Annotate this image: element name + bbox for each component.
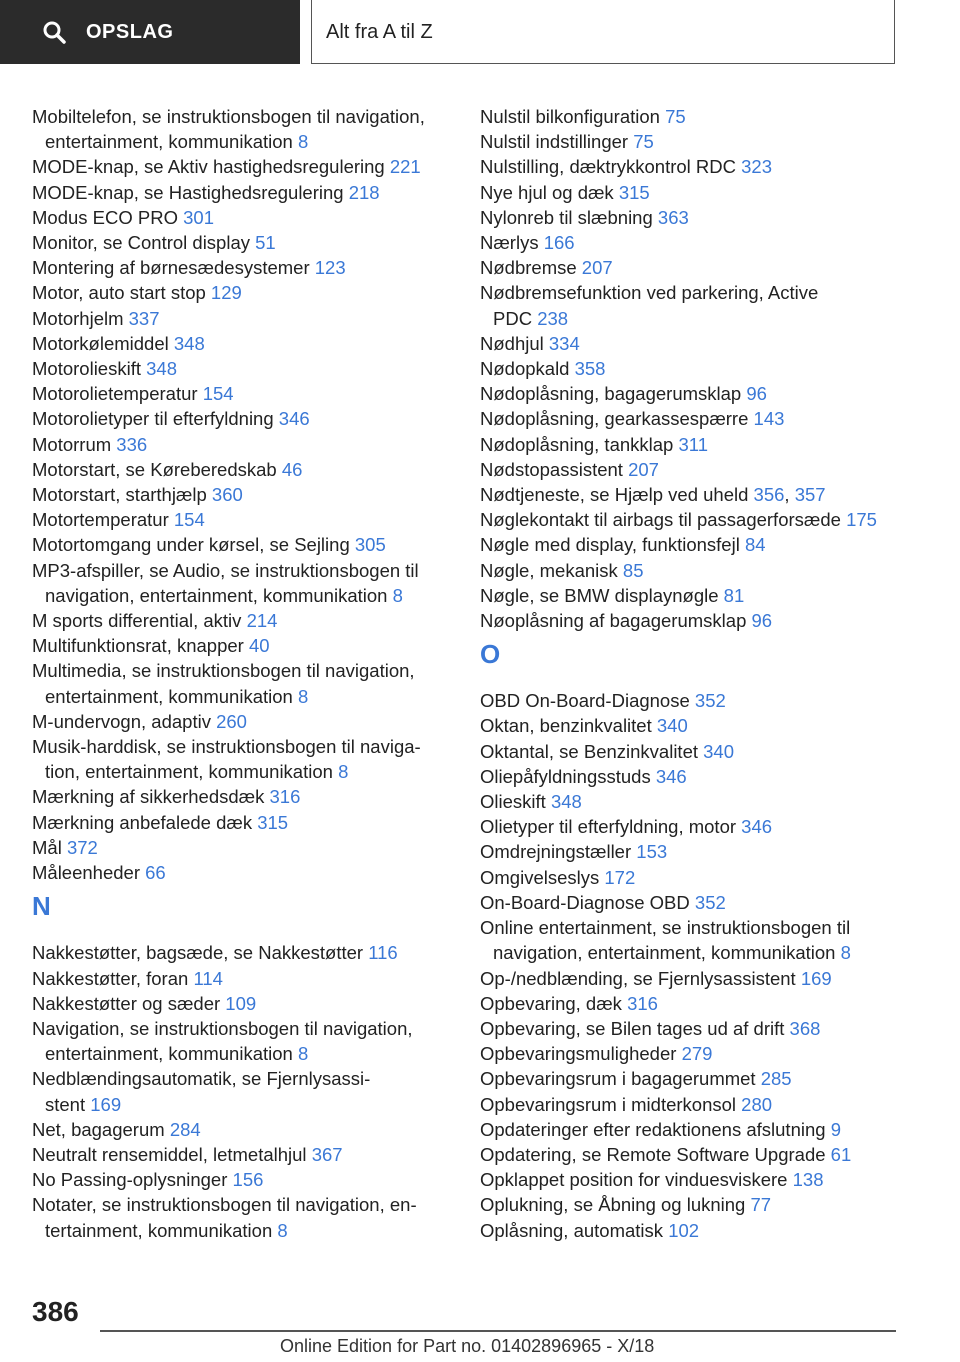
index-entry: [32, 658, 452, 708]
index-entry: [480, 356, 920, 381]
index-entry: [480, 280, 920, 330]
entry-text: Nærlys: [480, 232, 544, 254]
index-entry: [480, 1041, 920, 1066]
footer-divider: [100, 1330, 896, 1332]
page-link[interactable]: 305: [354, 534, 386, 556]
page-link[interactable]: 260: [216, 710, 247, 732]
search-tab[interactable]: [0, 0, 300, 64]
index-entry: [32, 356, 452, 381]
index-entry: [480, 558, 920, 583]
index-entry: [32, 482, 452, 507]
entry-text: Nøglekontakt til airbags til passagerforsæde: [480, 509, 847, 531]
index-entry: Nødtjeneste, se Hjælp ved uheld 356, 357: [480, 484, 826, 506]
page-link[interactable]: 75: [665, 106, 686, 127]
page-link[interactable]: 346: [278, 408, 310, 430]
entry-text: Mobiltelefon, se instruktionsbogen til navigation,: [32, 106, 425, 127]
entry-text: Nødhjul: [480, 332, 549, 354]
page-link[interactable]: 334: [548, 332, 580, 354]
page-link[interactable]: 8: [297, 1043, 309, 1065]
entry-text: Op-/nedblænding, se Fjernlysassistent: [480, 967, 801, 989]
entry-text: Online entertainment, se instruktionsbogen til: [480, 917, 851, 939]
index-entry: [480, 180, 920, 205]
index-entry: [32, 507, 452, 532]
page-link[interactable]: 169: [90, 1093, 122, 1115]
search-tab-label: OPSLAG: [86, 21, 174, 43]
index-entry: [480, 890, 920, 915]
entry-text: Nakkestøtter, foran: [32, 967, 194, 989]
entry-text-continued: entertainment, kommunikation: [45, 131, 298, 153]
entry-text: Nye hjul og dæk: [480, 181, 619, 203]
page-link[interactable]: 156: [232, 1169, 264, 1191]
index-entry: [480, 1016, 920, 1041]
entry-text: Opbevaring, se Bilen tages ud af drift: [480, 1017, 790, 1039]
page-link[interactable]: 316: [269, 786, 301, 808]
page-link[interactable]: 368: [789, 1017, 821, 1039]
entry-text: Motorolietemperatur: [32, 383, 203, 405]
index-entry: [32, 255, 452, 280]
page-link[interactable]: 207: [581, 257, 613, 279]
page-link[interactable]: 348: [550, 791, 582, 813]
index-entry: [480, 129, 920, 154]
page-link[interactable]: 214: [246, 610, 278, 632]
entry-text: Nøgle, se BMW displaynøgle: [480, 584, 724, 606]
index-entry: [32, 104, 452, 154]
section-title: Alt fra A til Z: [326, 21, 433, 43]
index-entry: [32, 205, 452, 230]
page-link[interactable]: 372: [66, 836, 98, 858]
index-entry: [480, 1218, 920, 1243]
entry-text: Notater, se instruktionsbogen til navigation, en-: [32, 1194, 417, 1216]
entry-text: Mål: [32, 836, 67, 858]
page-link[interactable]: 315: [257, 811, 289, 833]
entry-text: Motortomgang under kørsel, se Sejling: [32, 534, 355, 556]
index-entry: [480, 432, 920, 457]
entry-text: Nødbremse: [480, 257, 582, 279]
index-entry: [32, 1167, 452, 1192]
entry-text: Motorolietyper til efterfyldning: [32, 408, 279, 430]
page-link[interactable]: 96: [746, 383, 767, 405]
index-entry: [480, 865, 920, 890]
entry-text-continued: tion, entertainment, kommunikation: [45, 761, 339, 783]
index-entry: [32, 406, 452, 431]
page-link[interactable]: 323: [741, 156, 772, 178]
page-link[interactable]: 154: [173, 509, 205, 531]
entry-text: OBD On-Board-Diagnose: [480, 690, 695, 712]
page-link[interactable]: 357: [794, 484, 826, 506]
entry-text-continued: tertainment, kommunikation: [45, 1219, 278, 1241]
entry-text: Net, bagagerum: [32, 1118, 170, 1140]
page-link[interactable]: 337: [128, 307, 160, 329]
index-entry: [480, 381, 920, 406]
page-link[interactable]: 356: [753, 484, 785, 506]
page-link[interactable]: 8: [840, 942, 851, 964]
entry-text: Olieskift: [480, 791, 551, 813]
page-link[interactable]: 352: [694, 690, 726, 712]
index-entry: [32, 1142, 452, 1167]
index-entry: [32, 180, 452, 205]
entry-text: Nøoplåsning af bagagerumsklap: [480, 610, 752, 632]
page-link[interactable]: 363: [657, 206, 689, 228]
page-link[interactable]: 153: [636, 841, 668, 863]
page-link[interactable]: 8: [392, 584, 403, 606]
page-link[interactable]: 8: [277, 1219, 288, 1241]
page-link[interactable]: 311: [678, 433, 708, 455]
index-entry: [480, 406, 920, 431]
index-entry: [480, 1066, 920, 1091]
page-link[interactable]: 280: [741, 1093, 773, 1115]
entry-text: Måleenheder: [32, 862, 146, 884]
index-entry: [480, 457, 920, 482]
section-title-tab[interactable]: [311, 0, 895, 64]
entry-text: Nylonreb til slæbning: [480, 206, 658, 228]
entry-text: Oplukning, se Åbning og lukning: [480, 1194, 751, 1216]
index-entry: [480, 839, 920, 864]
index-entry: [480, 966, 920, 991]
page-link[interactable]: 348: [146, 358, 177, 380]
index-entry: [32, 558, 452, 608]
page-link[interactable]: 301: [183, 206, 215, 228]
index-entry: [480, 915, 920, 965]
page-link[interactable]: 169: [800, 967, 832, 989]
page-link[interactable]: 8: [297, 685, 309, 707]
index-entry: [480, 154, 920, 179]
page-link[interactable]: 143: [753, 408, 785, 430]
entry-text: MODE-knap, se Aktiv hastighedsregulering: [32, 156, 390, 178]
entry-text: Nødstopassistent: [480, 458, 629, 480]
page-link[interactable]: 316: [627, 992, 658, 1014]
entry-text: M-undervogn, adaptiv: [32, 710, 217, 732]
entry-text: Opbevaringsrum i bagagerummet: [480, 1068, 761, 1090]
index-entry: [32, 532, 452, 557]
entry-text-continued: navigation, entertainment, kommunikation: [493, 942, 841, 964]
entry-text: MP3-afspiller, se Audio, se instruktionsbogen til: [32, 559, 419, 581]
index-entry: [480, 713, 920, 738]
entry-text: Opdateringer efter redaktionens afslutning: [480, 1118, 831, 1140]
page-link[interactable]: 221: [389, 156, 421, 178]
entry-text: On-Board-Diagnose OBD: [480, 891, 695, 913]
page-link[interactable]: 172: [604, 866, 636, 888]
entry-text: Motorolieskift: [32, 358, 147, 380]
section-letter: N: [32, 891, 51, 922]
index-entry: [480, 608, 920, 633]
page-link[interactable]: 238: [537, 307, 569, 329]
page-link[interactable]: 102: [668, 1219, 700, 1241]
index-entry: [32, 991, 452, 1016]
page-link[interactable]: 367: [311, 1143, 343, 1165]
edition-note: Online Edition for Part no. 01402896965 - X/18: [280, 1336, 655, 1356]
page-link[interactable]: 40: [248, 635, 270, 657]
index-entry: [480, 991, 920, 1016]
entry-text: Nødoplåsning, tankklap: [480, 433, 679, 455]
index-entry: [480, 1117, 920, 1142]
index-entry: [32, 230, 452, 255]
index-entry: [32, 457, 452, 482]
page-link[interactable]: 340: [703, 740, 735, 762]
entry-text: Musik-harddisk, se instruktionsbogen til naviga-: [32, 736, 421, 758]
entry-text: Motorhjelm: [32, 307, 129, 329]
page-link[interactable]: 336: [116, 433, 148, 455]
page-link[interactable]: 346: [741, 816, 773, 838]
entry-text: Opbevaringsrum i midterkonsol: [480, 1093, 742, 1115]
index-entry: [32, 810, 452, 835]
index-entry: [480, 814, 920, 839]
index-entry: [32, 306, 452, 331]
page-link[interactable]: 75: [633, 131, 654, 153]
entry-text: Neutralt rensemiddel, letmetalhjul: [32, 1143, 312, 1165]
entry-text: Olietyper til efterfyldning, motor: [480, 816, 742, 838]
page-link[interactable]: 315: [618, 181, 650, 203]
entry-text: Oplåsning, automatisk: [480, 1219, 669, 1241]
page-link[interactable]: 8: [297, 131, 309, 153]
entry-text-continued: entertainment, kommunikation: [45, 1043, 298, 1065]
page-link[interactable]: 51: [255, 232, 276, 254]
entry-text: Multifunktionsrat, knapper: [32, 635, 249, 657]
index-entry: [32, 608, 452, 633]
page-link[interactable]: 175: [846, 509, 877, 531]
index-entry: [480, 1092, 920, 1117]
index-entry: [480, 532, 920, 557]
index-entry: [480, 688, 920, 713]
index-entry: [32, 1016, 452, 1066]
entry-text: Nedblændingsautomatik, se Fjernlysassi-: [32, 1068, 371, 1090]
entry-text: Nakkestøtter, bagsæde, se Nakkestøtter: [32, 942, 369, 964]
index-entry: [32, 432, 452, 457]
page-link[interactable]: 346: [655, 765, 687, 787]
index-entry: [32, 633, 452, 658]
page-link[interactable]: 352: [694, 891, 726, 913]
index-entry: [32, 1192, 452, 1242]
entry-text: MODE-knap, se Hastighedsregulering: [32, 181, 349, 203]
index-entry: [480, 789, 920, 814]
index-entry: [480, 205, 920, 230]
page-link[interactable]: 66: [145, 862, 166, 884]
page-link[interactable]: 96: [751, 610, 773, 632]
page-link[interactable]: 123: [314, 257, 346, 279]
page-link[interactable]: 340: [656, 715, 688, 737]
index-entry: [32, 1117, 452, 1142]
entry-text: Modus ECO PRO: [32, 206, 184, 228]
page-link[interactable]: 8: [338, 761, 349, 783]
index-entry: [32, 734, 452, 784]
entry-text: Nulstil bilkonfiguration: [480, 106, 666, 127]
index-column-left: [32, 104, 452, 1243]
entry-text: Nulstil indstillinger: [480, 131, 634, 153]
index-entry: [480, 1192, 920, 1217]
entry-text-continued: PDC: [493, 307, 538, 329]
index-entry: [480, 507, 920, 532]
entry-text: Motor, auto start stop: [32, 282, 211, 304]
entry-text: Navigation, se instruktionsbogen til navigation,: [32, 1017, 413, 1039]
page-link[interactable]: 207: [628, 458, 659, 480]
page-link[interactable]: 138: [792, 1169, 824, 1191]
index-entry: [32, 709, 452, 734]
index-entry: [480, 739, 920, 764]
entry-text: No Passing-oplysninger: [32, 1169, 233, 1191]
index-entry: [32, 381, 452, 406]
entry-text: Montering af børnesædesystemer: [32, 257, 315, 279]
page-link[interactable]: 279: [681, 1043, 713, 1065]
page-link[interactable]: 284: [169, 1118, 201, 1140]
entry-text: Motorkølemiddel: [32, 332, 174, 354]
search-icon: [42, 20, 66, 44]
page-link[interactable]: 9: [830, 1118, 841, 1140]
entry-text: Nødoplåsning, bagagerumsklap: [480, 383, 747, 405]
entry-text: Nødopkald: [480, 358, 575, 380]
index-entry: [32, 280, 452, 305]
page-link[interactable]: 218: [348, 181, 380, 203]
entry-text: Opbevaringsmuligheder: [480, 1043, 682, 1065]
page-link[interactable]: 85: [622, 559, 644, 581]
page-link[interactable]: 81: [723, 584, 745, 606]
index-entry: [32, 1066, 452, 1116]
page-number: 386: [32, 1296, 79, 1327]
entry-text: Omdrejningstæller: [480, 841, 637, 863]
index-entry: [480, 255, 920, 280]
index-entry: [32, 331, 452, 356]
index-entry: [480, 764, 920, 789]
entry-text: Nødbremsefunktion ved parkering, Active: [480, 282, 819, 304]
entry-text: Nøgle, mekanisk: [480, 559, 623, 581]
entry-text: Mærkning anbefalede dæk: [32, 811, 258, 833]
entry-text: Omgivelseslys: [480, 866, 605, 888]
page-link[interactable]: 109: [225, 992, 257, 1014]
index-entry: [480, 1167, 920, 1192]
index-entry: [32, 784, 452, 809]
entry-text-continued: entertainment, kommunikation: [45, 685, 298, 707]
page-link[interactable]: 129: [210, 282, 242, 304]
entry-text: Oktantal, se Benzinkvalitet: [480, 740, 704, 762]
page-link[interactable]: 77: [750, 1194, 772, 1216]
entry-text: Nødoplåsning, gearkassespærre: [480, 408, 754, 430]
entry-text: Nøgle med display, funktionsfejl: [480, 534, 745, 556]
entry-text: Motorrum: [32, 433, 117, 455]
section-letter: O: [480, 639, 501, 670]
page-link[interactable]: 84: [744, 534, 766, 556]
entry-text: Motorstart, se Køreberedskab: [32, 458, 282, 480]
entry-text: Opdatering, se Remote Software Upgrade: [480, 1143, 831, 1165]
index-entry: [480, 1142, 920, 1167]
index-entry: [480, 104, 920, 129]
entry-text: Oktan, benzinkvalitet: [480, 715, 657, 737]
index-entry: [32, 966, 452, 991]
page-link[interactable]: 348: [173, 332, 205, 354]
page-link[interactable]: 154: [202, 383, 234, 405]
page-link[interactable]: 46: [281, 458, 303, 480]
entry-text: Mærkning af sikkerhedsdæk: [32, 786, 270, 808]
page-link[interactable]: 166: [543, 232, 575, 254]
page-link[interactable]: 61: [830, 1143, 852, 1165]
index-entry: [32, 940, 452, 965]
page-link[interactable]: 358: [574, 358, 606, 380]
entry-text-continued: stent: [45, 1093, 91, 1115]
index-entry: [32, 860, 452, 885]
entry-text: M sports differential, aktiv: [32, 610, 247, 632]
entry-text: Nulstilling, dæktrykkontrol RDC: [480, 156, 742, 178]
page-link[interactable]: 114: [193, 967, 223, 989]
index-entry: [32, 154, 452, 179]
index-entry: [480, 230, 920, 255]
index-entry: [480, 583, 920, 608]
page-link[interactable]: 360: [211, 484, 243, 506]
entry-text-continued: navigation, entertainment, kommunikation: [45, 584, 393, 606]
entry-text: Nødtjeneste, se Hjælp ved uheld: [480, 484, 754, 506]
entry-text: Opklappet position for vinduesviskere: [480, 1169, 793, 1191]
entry-text: Oliepåfyldningsstuds: [480, 765, 656, 787]
entry-text: Opbevaring, dæk: [480, 992, 628, 1014]
entry-text: Nakkestøtter og sæder: [32, 992, 226, 1014]
entry-text: Multimedia, se instruktionsbogen til navigation,: [32, 660, 415, 682]
page-link[interactable]: 116: [368, 942, 398, 964]
page-link[interactable]: 285: [760, 1068, 792, 1090]
index-column-right: [480, 104, 920, 1243]
index-entry: [480, 331, 920, 356]
index-entry: [32, 835, 452, 860]
entry-text: Motorstart, starthjælp: [32, 484, 212, 506]
entry-text: Motortemperatur: [32, 509, 174, 531]
entry-text: Monitor, se Control display: [32, 232, 256, 254]
